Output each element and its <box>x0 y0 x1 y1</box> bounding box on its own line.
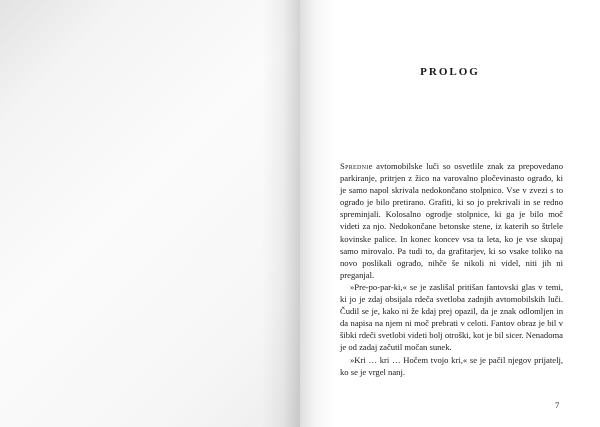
gutter-shadow-left <box>262 0 300 427</box>
paragraph-1-text: e avtomobilske luči so osvetlile znak za prepovedano parkiranje, pritrjen z žico na varovalno pločevinasto ograđo, ki je samo napol skrivala nedokončano stolpnico. Vse v zvezi s to ograđo je bilo pretirano. Grafiti, ki so jo prekrivali in se redno spreminjali. Kolosalno ogrodje stolpnice, ki ga je bilo moč videti za njo. Nedokončane betonske stene, iz katerih so štrlele kovinske palice. In konec koncev vsa ta leta, ko je vse skupaj samo mirovalo. Pa tudi to, da grafitarjev, ki so vsake toliko na novo poslikali ograđo, nihče še nikoli ni videl, niti jih ni preganjal. <box>340 161 563 280</box>
lead-in: Spredni <box>340 161 369 171</box>
chapter-heading: PROLOG <box>420 66 480 78</box>
paragraph-1 <box>340 160 563 281</box>
paragraph-2: »Pre-po-par-ki,« se je zaslišal pritišan fantovski glas v temi, ki jo je zdaj obsijala rdeča svetloba zadnjih avtomobilskih luči. Čudil se je, kako ni že kdaj prej opazil, da je znak odlomljen in da napisa na njem ni moč prebrati v celoti. Fantov obraz je bil v šibki rdeči svetlobi videti bolj otroški, kot je bil sicer. Nenadoma je od zadaj začutil močan sunek. <box>340 281 563 353</box>
body-text <box>340 160 563 378</box>
paragraph-3: »Kri … kri … Hočem tvojo kri,« se je pačil njegov prijatelj, ko se je vrgel nanj. <box>340 354 563 377</box>
page-number: 7 <box>555 400 560 410</box>
gutter-shadow-right <box>300 0 334 427</box>
